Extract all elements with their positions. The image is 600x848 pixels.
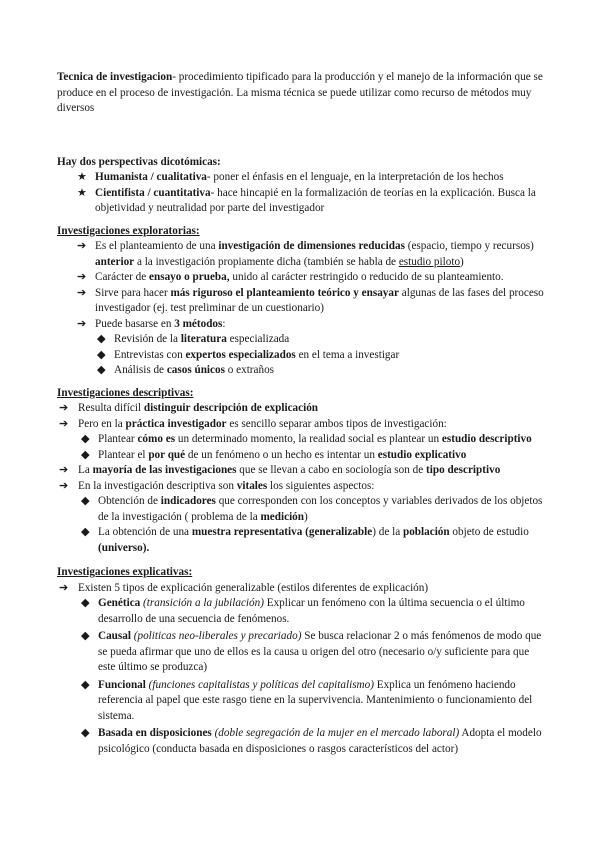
arrow-bullet-icon: ➔ bbox=[77, 317, 87, 330]
descriptive-subitem: ◆ Obtención de indicadores que corresponden con los conceptos y variables derivados de los objetos de la investigación ( problema de la medición) bbox=[81, 495, 543, 523]
method-item: ◆ Revisión de la literatura especializada bbox=[57, 332, 547, 348]
exploratory-heading: Investigaciones exploratorias: bbox=[57, 224, 200, 237]
descriptive-bullet: ➔ Pero en la práctica investigador es sencillo separar ambos tipos de investigación: bbox=[57, 417, 547, 433]
diamond-bullet-icon: ◆ bbox=[97, 333, 106, 345]
diamond-bullet-icon: ◆ bbox=[97, 348, 106, 361]
explanatory-heading: Investigaciones explicativas: bbox=[57, 566, 193, 578]
descriptive-bullet: ➔ En la investigación descriptiva son vitales los siguientes aspectos: bbox=[57, 479, 547, 495]
perspective-item: ★ Humanista / cualitativa- poner el énfasis en el lenguaje, en la interpretación de los hechos bbox=[57, 170, 547, 186]
estudio-piloto-link: estudio piloto bbox=[398, 255, 461, 268]
diamond-bullet-icon: ◆ bbox=[81, 433, 90, 445]
arrow-bullet-icon: ➔ bbox=[59, 581, 69, 594]
diamond-bullet-icon: ◆ bbox=[81, 597, 90, 609]
arrow-bullet-icon: ➔ bbox=[77, 240, 87, 252]
method-item: ◆ Análisis de casos únicos o extraños bbox=[57, 363, 547, 379]
diamond-bullet-icon: ◆ bbox=[81, 495, 90, 507]
exploratory-bullet: ➔ Carácter de ensayo o prueba, unido al carácter restringido o reducido de su planteamiento. bbox=[57, 270, 547, 286]
arrow-bullet-icon: ➔ bbox=[59, 479, 69, 492]
arrow-bullet-icon: ➔ bbox=[59, 464, 69, 476]
diamond-bullet-icon: ◆ bbox=[81, 678, 90, 691]
descriptive-subitem: ◆ Plantear el por qué de un fenómeno o un hecho es intentar un estudio explicativo bbox=[57, 448, 547, 464]
arrow-bullet-icon: ➔ bbox=[77, 271, 87, 283]
perspective-item: ★ Cientifista / cuantitativa- hace hincapié en la formalización de teorías en la explicación. Busca la objetividad y neutralidad por parte del investigador bbox=[77, 186, 536, 214]
explanation-type: ◆ Basada en disposiciones (doble segregación de la mujer en el mercado laboral) Adopta el modelo psicológico (conducta basada en disposiciones o rasgos característicos del actor) bbox=[81, 727, 542, 755]
descriptive-subitem: ◆ Plantear cómo es un determinado momento, la realidad social es plantear un estudio descriptivo bbox=[57, 432, 547, 448]
star-bullet-icon: ★ bbox=[77, 186, 88, 199]
explanatory-bullet: ➔ Existen 5 tipos de explicación generalizable (estilos diferentes de explicación) bbox=[57, 581, 547, 597]
diamond-bullet-icon: ◆ bbox=[81, 526, 90, 538]
exploratory-bullet: ➔ Puede basarse en 3 métodos: bbox=[57, 317, 547, 333]
descriptive-bullet: ➔ La mayoría de las investigaciones que se llevan a cabo en sociología son de tipo descriptivo bbox=[57, 463, 547, 479]
intro-term: Tecnica de investigacion bbox=[57, 71, 173, 83]
exploratory-bullet: ➔ Es el planteamiento de una investigación de dimensiones reducidas (espacio, tiempo y recursos) anterior a la investigación propiamente dicha (también se habla de estudio piloto) bbox=[77, 240, 534, 268]
explanation-type: ◆ Funcional (funciones capitalistas y políticas del capitalismo) Explica un fenómeno haciendo referencia al papel que este rasgo tiene en la supervivencia. Mantenimiento o funcionamiento del sistema. bbox=[81, 678, 533, 722]
explanation-type: ◆ Genética (transición a la jubilación) Explicar un fenómeno con la última secuencia o el último desarrollo de una secuencia de fenómenos. bbox=[81, 597, 525, 625]
method-item: ◆ Entrevistas con expertos especializados en el tema a investigar bbox=[57, 348, 547, 364]
descriptive-bullet: ➔ Resulta difícil distinguir descripción de explicación bbox=[57, 401, 547, 417]
arrow-bullet-icon: ➔ bbox=[59, 402, 69, 414]
intro-text: - procedimiento tipificado para la producción y el manejo de la información que se produce en el proceso de investigación. La misma técnica se puede utilizar como recurso de métodos muy diversos bbox=[57, 71, 543, 114]
document-page bbox=[57, 70, 547, 757]
diamond-bullet-icon: ◆ bbox=[81, 448, 90, 461]
diamond-bullet-icon: ◆ bbox=[81, 727, 90, 739]
perspectives-heading: Hay dos perspectivas dicotómicas: bbox=[57, 155, 221, 168]
star-bullet-icon: ★ bbox=[77, 171, 88, 183]
diamond-bullet-icon: ◆ bbox=[81, 630, 90, 642]
descriptive-subitem: ◆ La obtención de una muestra representativa (generalizable) de la población objeto de estudio (universo). bbox=[81, 526, 529, 554]
explanation-type: ◆ Causal (politicas neo-liberales y precariado) Se busca relacionar 2 o más fenómenos de modo que se pueda afirmar que uno de ellos es la causa u origen del otro (necesario o/y suficiente para que este último se produzca) bbox=[81, 630, 542, 673]
arrow-bullet-icon: ➔ bbox=[59, 417, 69, 430]
diamond-bullet-icon: ◆ bbox=[97, 364, 106, 376]
arrow-bullet-icon: ➔ bbox=[77, 286, 87, 299]
intro-paragraph bbox=[57, 70, 547, 117]
exploratory-bullet: ➔ Sirve para hacer más riguroso el planteamiento teórico y ensayar algunas de las fases del proceso investigador (ej. test preliminar de un cuestionario) bbox=[77, 286, 544, 314]
descriptive-heading: Investigaciones descriptivas: bbox=[57, 386, 194, 399]
